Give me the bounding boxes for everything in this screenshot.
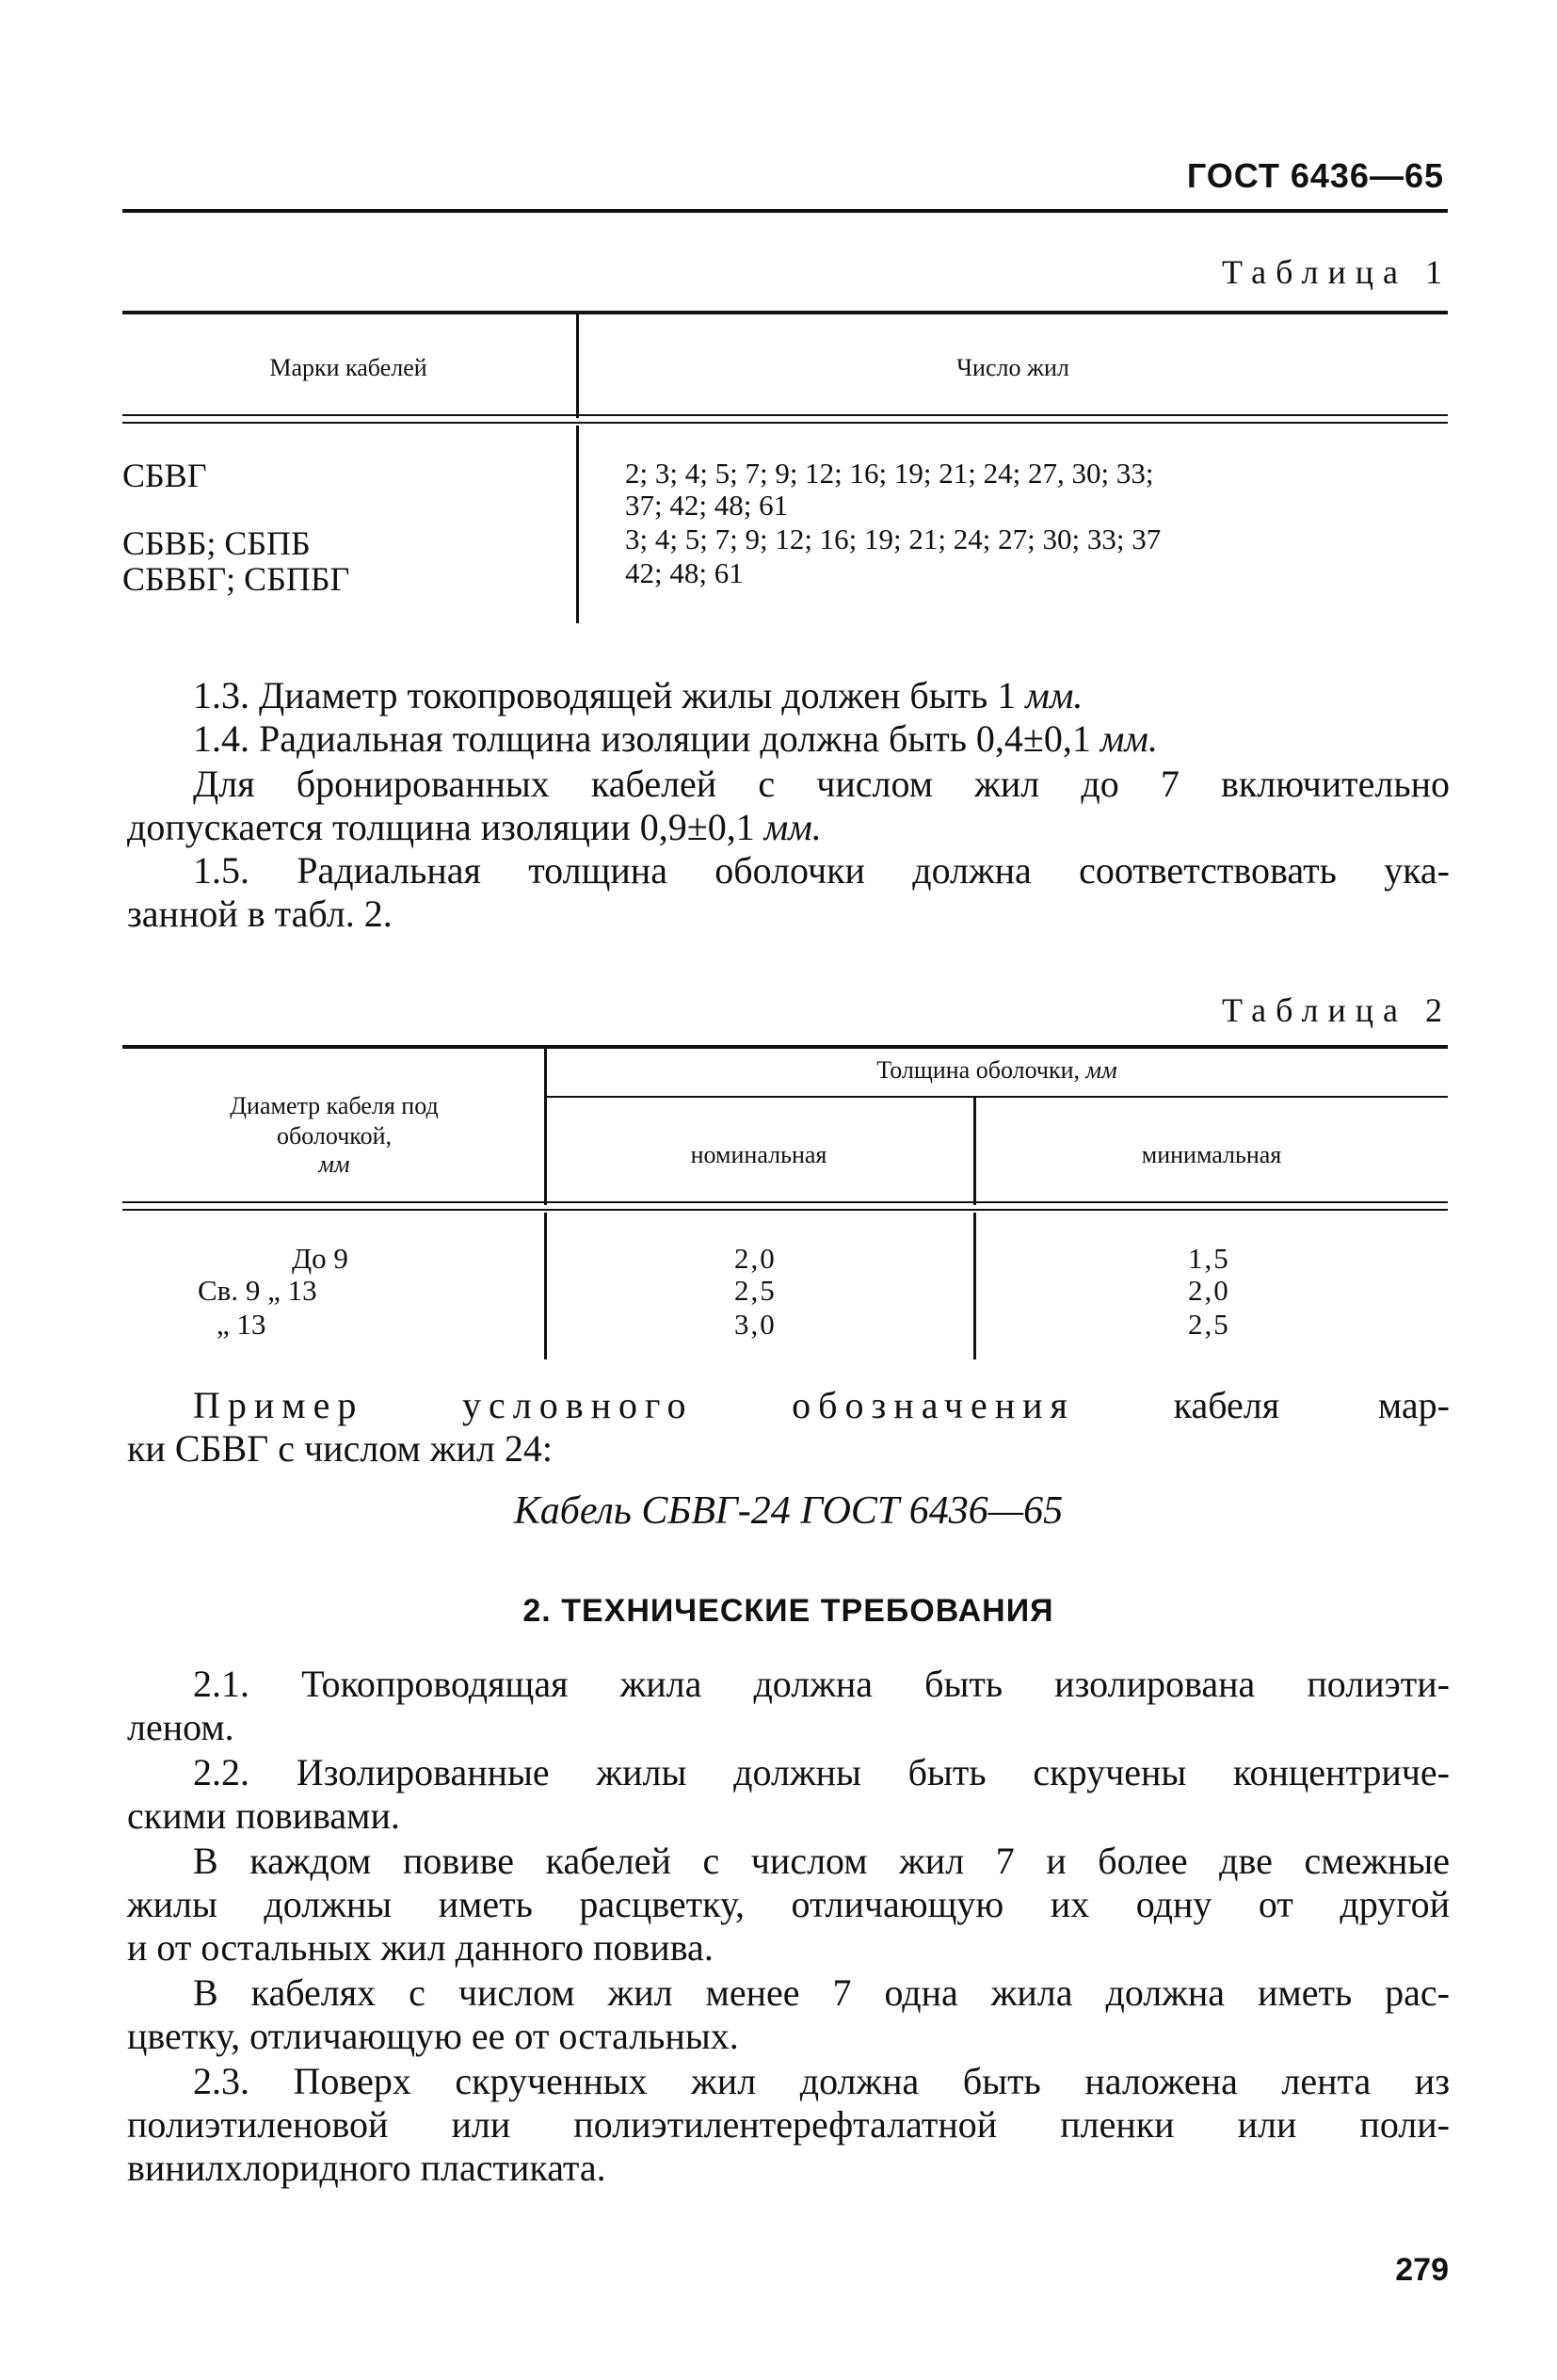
table1-row2-cores-line2: 42; 48; 61 xyxy=(625,556,744,589)
table2-caption: Таблица 2 xyxy=(1222,991,1452,1029)
example-word-4: кабеля xyxy=(1173,1384,1280,1426)
table1-header-rule-a xyxy=(122,414,1448,416)
table1-row2-cores-line1: 3; 4; 5; 7; 9; 12; 16; 19; 21; 24; 27; 30; 33; 37 xyxy=(625,523,1162,555)
paragraph-1-4 xyxy=(127,714,1450,764)
table2-col-divider-1 xyxy=(544,1049,547,1205)
paragraph-2-3-line1-text: 2.3. Поверх скрученных жил должна быть наложена лента из xyxy=(193,2060,1450,2102)
table1-row2-marks-line2: СБВБГ; СБПБГ xyxy=(122,560,350,598)
paragraph-2-2b-line2: жилы должны иметь расцветку, отличающую их одну от другой xyxy=(127,1883,1450,1925)
table2-header-rule-b xyxy=(122,1209,1448,1211)
table1-row1-cores-line1: 2; 3; 4; 5; 7; 9; 12; 16; 19; 21; 24; 27, 30; 33; xyxy=(625,457,1154,490)
page-number: 279 xyxy=(1395,2252,1449,2288)
table2-row3-nominal: 3,0 xyxy=(734,1308,777,1341)
section2-title: 2. ТЕХНИЧЕСКИЕ ТРЕБОВАНИЯ xyxy=(522,1593,1054,1629)
paragraph-2-2c-line2: цветку, отличающую ее от остальных. xyxy=(127,2015,739,2057)
table2-row1-diameter: До 9 xyxy=(292,1242,348,1275)
paragraph-2-1-line1-text: 2.1. Токопроводящая жила должна быть изолирована полиэти- xyxy=(193,1663,1450,1705)
table1-row1-marks: СБВГ xyxy=(122,457,207,494)
example-designation: Кабель СБВГ-24 ГОСТ 6436—65 xyxy=(513,1489,1064,1533)
table2-row2-diameter: Св. 9 „ 13 xyxy=(198,1274,317,1307)
table1-header-cores: Число жил xyxy=(956,354,1069,381)
table2-row3-minimal: 2,5 xyxy=(1188,1308,1230,1341)
table1-top-rule xyxy=(122,311,1448,314)
table2-col-divider-1-body xyxy=(544,1213,547,1359)
paragraph-2-3-line2: полиэтиленовой или полиэтилентерефталатной пленки или поли- xyxy=(127,2103,1450,2146)
example-word-3: обозначения xyxy=(792,1384,1075,1426)
table2-row2-minimal: 2,0 xyxy=(1188,1274,1230,1307)
paragraph-1-5-line2 xyxy=(127,889,1450,940)
paragraph-1-5-line1-text: 1.5. Радиальная толщина оболочки должна соответствовать ука- xyxy=(193,849,1450,892)
document-code: ГОСТ 6436—65 xyxy=(1186,156,1444,195)
table2-col-divider-2-body xyxy=(973,1213,976,1359)
table2-group-header-unit: мм xyxy=(1085,1056,1117,1084)
paragraph-1-3-text: 1.3. Диаметр токопроводящей жилы должен быть 1 xyxy=(193,674,1017,716)
example-word-2: условного xyxy=(462,1384,694,1426)
table2-col1-header-line1: Диаметр кабеля под xyxy=(230,1092,439,1119)
example-line2: ки СБВГ с числом жил 24: xyxy=(127,1427,553,1470)
armored-line1-text: Для бронированных кабелей с числом жил до 7 включительно xyxy=(193,763,1450,805)
table2-row3-diameter: „ 13 xyxy=(217,1308,266,1341)
table1-caption: Таблица 1 xyxy=(1222,253,1452,291)
table1-header-marks: Марки кабелей xyxy=(269,354,427,381)
paragraph-2-3-line3: винилхлоридного пластиката. xyxy=(127,2147,606,2189)
paragraph-1-4-text: 1.4. Радиальная толщина изоляции должна быть 0,4±0,1 xyxy=(193,717,1091,760)
table2-row2-nominal: 2,5 xyxy=(734,1274,777,1307)
table2-row1-minimal: 1,5 xyxy=(1188,1242,1230,1275)
paragraph-1-3-unit: мм. xyxy=(1025,674,1083,716)
table2-row1-nominal: 2,0 xyxy=(734,1242,777,1275)
paragraph-2-2-line2: скими повивами. xyxy=(127,1794,400,1837)
paragraph-2-2b-line1-text: В каждом повиве кабелей с числом жил 7 и более две смежные xyxy=(193,1840,1450,1882)
table2-subheader-minimal: минимальная xyxy=(1141,1141,1282,1168)
table2-col1-header-line2: оболочкой, xyxy=(277,1122,392,1150)
example-word-1: Пример xyxy=(193,1384,364,1426)
paragraph-2-1-line2: леном. xyxy=(127,1706,234,1748)
table1-header-rule-b xyxy=(122,422,1448,424)
paragraph-2-2-line1-text: 2.2. Изолированные жилы должны быть скручены концентриче- xyxy=(193,1751,1450,1793)
table2-col1-header-unit xyxy=(127,1150,541,1179)
table2-group-header xyxy=(546,1056,1448,1085)
table2-col1-unit-text: мм xyxy=(318,1150,350,1178)
paragraph-1-4-unit: мм. xyxy=(1100,717,1158,760)
table2-group-rule xyxy=(546,1096,1448,1098)
example-word-5: мар- xyxy=(1377,1384,1450,1426)
table1-col-divider-body xyxy=(576,426,579,623)
paragraph-2-2b-line3: и от остальных жил данного повива. xyxy=(127,1926,714,1969)
armored-line2-unit: мм. xyxy=(763,806,822,848)
table1-row2-marks-line1: СБВБ; СБПБ xyxy=(122,524,311,562)
table2-col-divider-2 xyxy=(973,1098,976,1205)
table1-col-divider xyxy=(576,314,579,418)
table2-top-rule xyxy=(122,1045,1448,1049)
table1-row1-cores-line2: 37; 42; 48; 61 xyxy=(625,489,789,522)
table2-subheader-nominal: номинальная xyxy=(690,1141,827,1168)
header-rule xyxy=(122,209,1448,213)
table2-group-header-text: Толщина оболочки, xyxy=(876,1056,1081,1084)
armored-line2-text: допускается толщина изоляции 0,9±0,1 xyxy=(127,806,755,848)
paragraph-2-2c-line1-text: В кабелях с числом жил менее 7 одна жила должна иметь рас- xyxy=(193,1971,1450,2014)
table2-header-rule-a xyxy=(122,1201,1448,1203)
paragraph-1-5-line2-text: занной в табл. 2. xyxy=(127,892,393,935)
